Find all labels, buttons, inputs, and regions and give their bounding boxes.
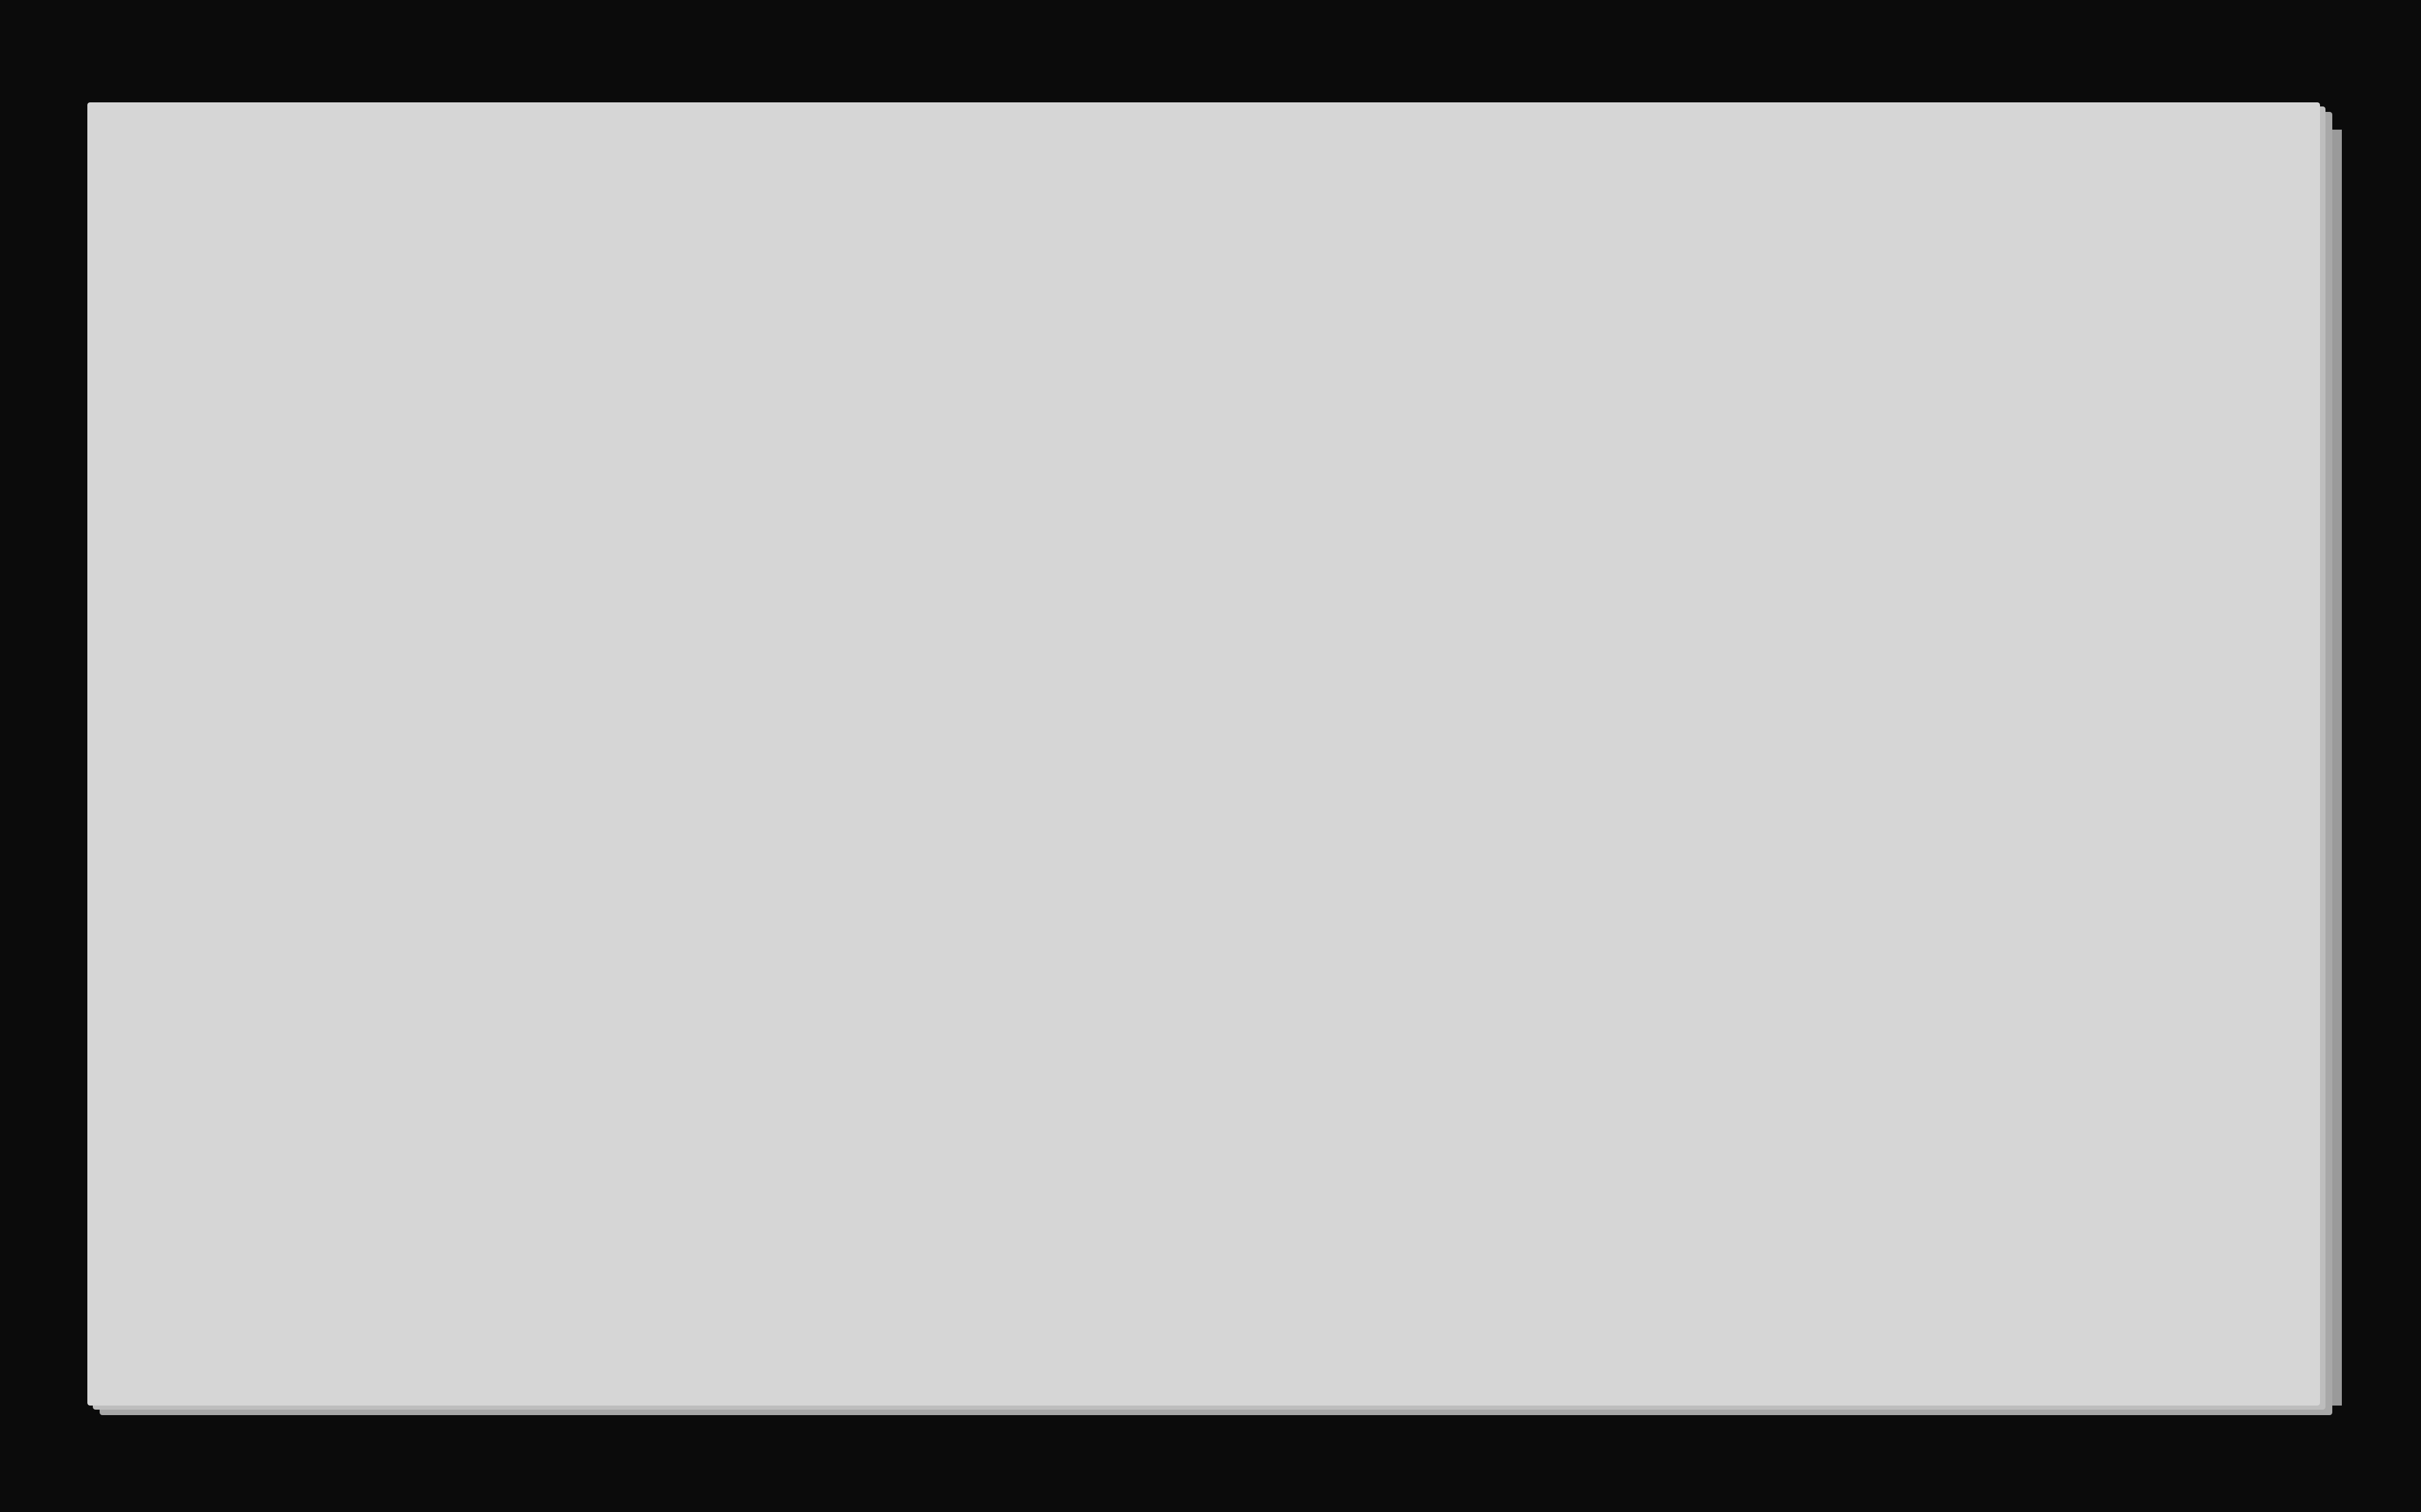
women-label [1833, 648, 1860, 751]
men-working-label [1865, 751, 1913, 826]
women-working-label [1865, 600, 1913, 675]
page-edge [2327, 130, 2342, 1406]
vne-label [120, 1208, 175, 1392]
women-total-label [1865, 675, 1913, 744]
population-label [1782, 484, 1830, 976]
men-label [1833, 798, 1860, 873]
hired-workers-label [353, 484, 394, 976]
census-card [87, 102, 2320, 1406]
men-total-label [1865, 826, 1913, 887]
